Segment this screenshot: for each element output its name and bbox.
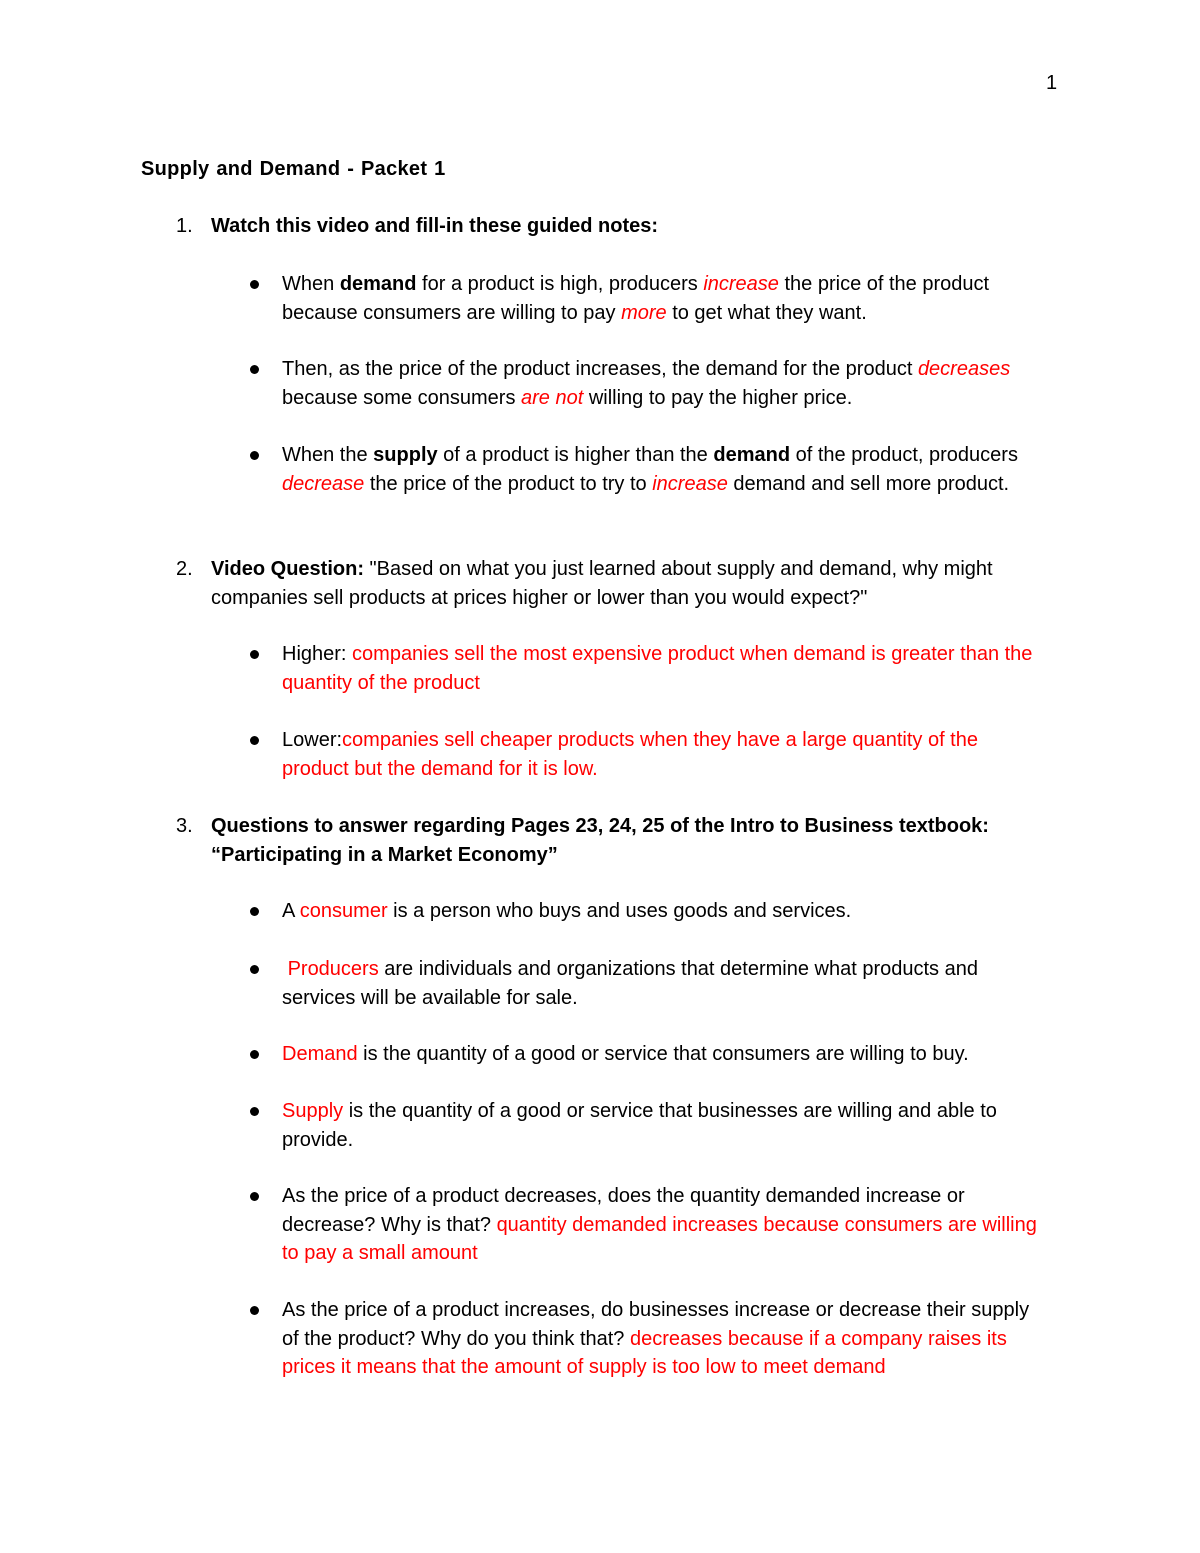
list-item bbox=[248, 1296, 1038, 1382]
answer-text: Supply bbox=[282, 1100, 344, 1122]
bullet-icon bbox=[250, 365, 259, 374]
question-2 bbox=[176, 555, 1066, 613]
bullet-text: Higher: companies sell the most expensive product when demand is greater than the quantity of the product bbox=[282, 643, 1033, 694]
list-item bbox=[248, 640, 1038, 697]
question-number: 2. bbox=[176, 558, 193, 580]
bullet-text: Then, as the price of the product increases, the demand for the product decreases because some consumers are not willing to pay the higher price. bbox=[282, 358, 1011, 409]
question-number: 3. bbox=[176, 815, 193, 837]
question-heading: Questions to answer regarding Pages 23, 24, 25 of the Intro to Business textbook: “Participating in a Market Economy” bbox=[211, 815, 989, 866]
question-label: Video Question: bbox=[211, 558, 364, 580]
bullet-icon bbox=[250, 451, 259, 460]
bullet-text: As the price of a product decreases, does the quantity demanded increase or decrease? Why is that? quantity demanded increases because consumers are willing to pay a small amount bbox=[282, 1185, 1037, 1264]
list-item bbox=[248, 441, 1038, 498]
answer-text: consumer bbox=[299, 900, 388, 922]
answer-text: companies sell the most expensive product when demand is greater than the quantity of the product bbox=[282, 643, 1033, 694]
answer-text: Producers bbox=[287, 958, 379, 980]
answer-text: decrease bbox=[282, 472, 365, 495]
bullet-icon bbox=[250, 1107, 259, 1116]
answer-text: Demand bbox=[282, 1043, 358, 1065]
answer-text: quantity demanded increases because consumers are willing to pay a small amount bbox=[282, 1213, 1037, 1264]
bullet-text: Supply is the quantity of a good or service that businesses are willing and able to provide. bbox=[282, 1100, 997, 1151]
list-item bbox=[248, 270, 1038, 327]
question-1 bbox=[176, 212, 1066, 241]
answer-text: increase bbox=[703, 273, 779, 295]
list-item bbox=[248, 726, 1038, 783]
question-number: 1. bbox=[176, 215, 193, 237]
bullet-text: Producers are individuals and organizations that determine what products and services will be available for sale. bbox=[282, 958, 984, 1009]
page-number: 1 bbox=[1046, 72, 1058, 94]
question-3 bbox=[176, 812, 1066, 870]
bullet-text: When demand for a product is high, producers increase the price of the product because consumers are willing to pay more to get what they want. bbox=[282, 273, 990, 324]
bullet-icon bbox=[250, 1306, 259, 1315]
bullet-text: When the supply of a product is higher than the demand of the product, producers decrease the price of the product to try to increase demand and sell more product. bbox=[282, 444, 1018, 495]
bullet-text: A consumer is a person who buys and uses goods and services. bbox=[282, 900, 852, 922]
bullet-text: As the price of a product increases, do businesses increase or decrease their supply of the product? Why do you think that? decreases because if a company raises its prices it means that the amount of supply is too low to meet demand bbox=[282, 1299, 1030, 1378]
bullet-icon bbox=[250, 965, 259, 974]
bullet-icon bbox=[250, 1192, 259, 1201]
list-item bbox=[248, 355, 1038, 412]
bullet-text: Demand is the quantity of a good or service that consumers are willing to buy. bbox=[282, 1043, 969, 1065]
answer-text: are not bbox=[521, 386, 584, 409]
bullet-icon bbox=[250, 907, 259, 916]
question-heading: Watch this video and fill-in these guided notes: bbox=[211, 215, 659, 237]
bullet-text: Lower:companies sell cheaper products when they have a large quantity of the product but the demand for it is low. bbox=[282, 729, 978, 780]
list-item bbox=[248, 1097, 1038, 1154]
list-item bbox=[248, 1182, 1038, 1268]
bullet-icon bbox=[250, 650, 259, 659]
list-item bbox=[248, 1040, 1038, 1069]
answer-text: companies sell cheaper products when they have a large quantity of the product but the demand for it is low. bbox=[282, 729, 978, 780]
answer-text: more bbox=[621, 301, 667, 324]
bullet-icon bbox=[250, 1050, 259, 1059]
answer-text: increase bbox=[652, 472, 728, 495]
list-item bbox=[248, 955, 1038, 1012]
question-text: Video Question: "Based on what you just learned about supply and demand, why might companies sell products at prices higher or lower than you would expect?" bbox=[211, 558, 993, 609]
answer-text: decreases bbox=[917, 358, 1011, 380]
bullet-icon bbox=[250, 280, 259, 289]
document-title: Supply and Demand - Packet 1 bbox=[141, 158, 446, 180]
bullet-icon bbox=[250, 736, 259, 745]
answer-text: decreases because if a company raises its prices it means that the amount of supply is too low to meet demand bbox=[282, 1327, 1007, 1378]
list-item bbox=[248, 897, 1038, 926]
